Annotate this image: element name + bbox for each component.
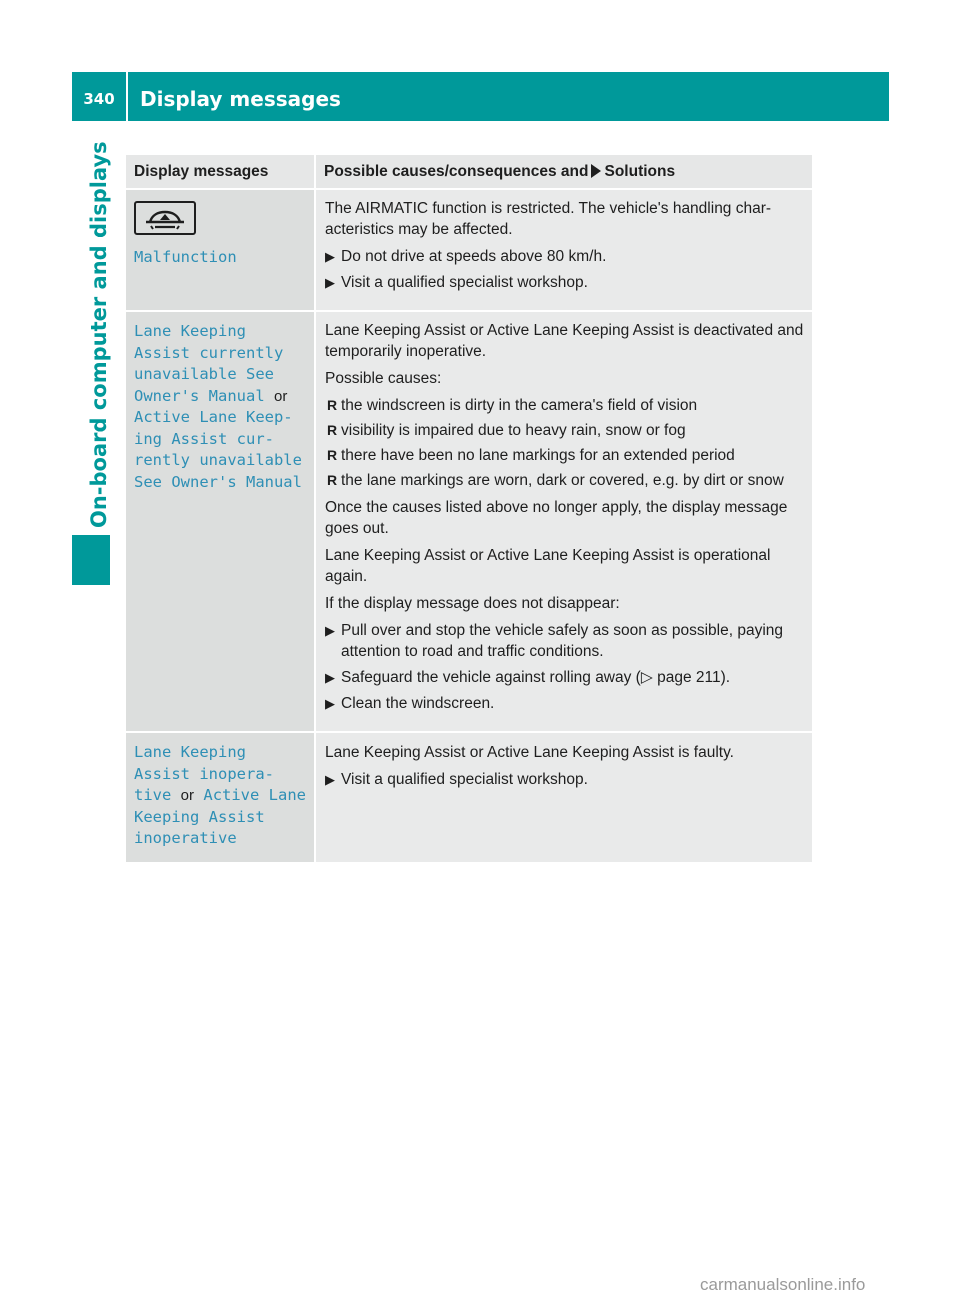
cause-item: R the windscreen is dirty in the camera's field of vision [327, 397, 698, 414]
row3-intro: Lane Keeping Assist or Active Lane Keeping Assist is faulty. [325, 744, 734, 761]
row2-step-3: ▶ Clean the windscreen. [325, 695, 495, 712]
cause-item: R there have been no lane markings for an extended period [327, 447, 735, 464]
airmatic-vehicle-icon [134, 201, 196, 235]
col-header-solutions [315, 155, 812, 189]
cause-item: R visibility is impaired due to heavy rain, snow or fog [327, 422, 686, 439]
page-number: 340 [72, 72, 126, 121]
col-header-display-messages: Display messages [126, 155, 315, 189]
step-arrow-icon: ▶ [325, 772, 335, 787]
table-row [126, 311, 812, 732]
message-lka-inoperative: Lane Keeping Assist inopera-tive or Active Lane Keeping Assist inoperative [134, 743, 307, 847]
bullet-r-icon: R [327, 422, 338, 438]
row2-step-2: ▶ Safeguard the vehicle against rolling away (▷ page 211). [325, 669, 731, 686]
section-title: Display messages [128, 72, 889, 121]
table-row [126, 732, 812, 863]
col-header-causes-label: Possible causes/consequences and [324, 163, 589, 180]
bullet-r-icon: R [327, 447, 338, 463]
or-label: or [180, 787, 195, 804]
step-arrow-icon: ▶ [325, 249, 335, 264]
row2-causes-label: Possible causes: [325, 370, 442, 387]
row1-step-1: ▶ Do not drive at speeds above 80 km/h. [325, 248, 607, 265]
step-arrow-icon: ▶ [325, 623, 335, 638]
chapter-side-label: On-board computer and displays [87, 141, 111, 528]
table-row [126, 189, 812, 311]
page-ref-arrow-icon: ▷ [640, 669, 658, 686]
chapter-marker-block [72, 535, 110, 585]
watermark: carmanualsonline.info [700, 1275, 866, 1294]
message-lka-unavailable: Lane Keeping Assist currently unavailable See Owner's Manual or Active Lane Keep-ing Assist cur-rently unavailable See Owner's Manual [134, 322, 302, 491]
display-messages-table [126, 155, 812, 864]
message-cell [126, 732, 315, 863]
solution-cell [315, 732, 812, 863]
message-cell [126, 311, 315, 732]
row2-intro: Lane Keeping Assist or Active Lane Keeping Assist is deactivated and temporarily inoperative. [325, 322, 804, 360]
step-arrow-icon: ▶ [325, 275, 335, 290]
row1-intro: The AIRMATIC function is restricted. The vehicle's handling char-acteristics may be affected. [325, 200, 772, 238]
row2-para-2: Lane Keeping Assist or Active Lane Keeping Assist is operational again. [325, 547, 771, 585]
row2-para-1: Once the causes listed above no longer apply, the display message goes out. [325, 499, 788, 537]
bullet-r-icon: R [327, 472, 338, 488]
solution-cell [315, 189, 812, 311]
page-reference[interactable]: page 211 [657, 669, 721, 686]
bullet-r-icon: R [327, 397, 338, 413]
message-malfunction: Malfunction [134, 248, 237, 266]
solution-cell [315, 311, 812, 732]
arrow-right-icon [591, 164, 601, 178]
col-header-solutions-label: Solutions [604, 163, 676, 180]
row2-para-3: If the display message does not disappear: [325, 595, 620, 612]
cause-item: R the lane markings are worn, dark or covered, e.g. by dirt or snow [327, 472, 784, 489]
row3-step-1: ▶ Visit a qualified specialist workshop. [325, 771, 588, 788]
step-arrow-icon: ▶ [325, 670, 335, 685]
table-header-row [126, 155, 812, 189]
message-cell [126, 189, 315, 311]
or-label: or [274, 387, 288, 405]
step-arrow-icon: ▶ [325, 696, 335, 711]
row1-step-2: ▶ Visit a qualified specialist workshop. [325, 274, 588, 291]
row2-step-1: ▶ Pull over and stop the vehicle safely as soon as possible, paying attention to road and traffic conditions. [325, 622, 784, 660]
